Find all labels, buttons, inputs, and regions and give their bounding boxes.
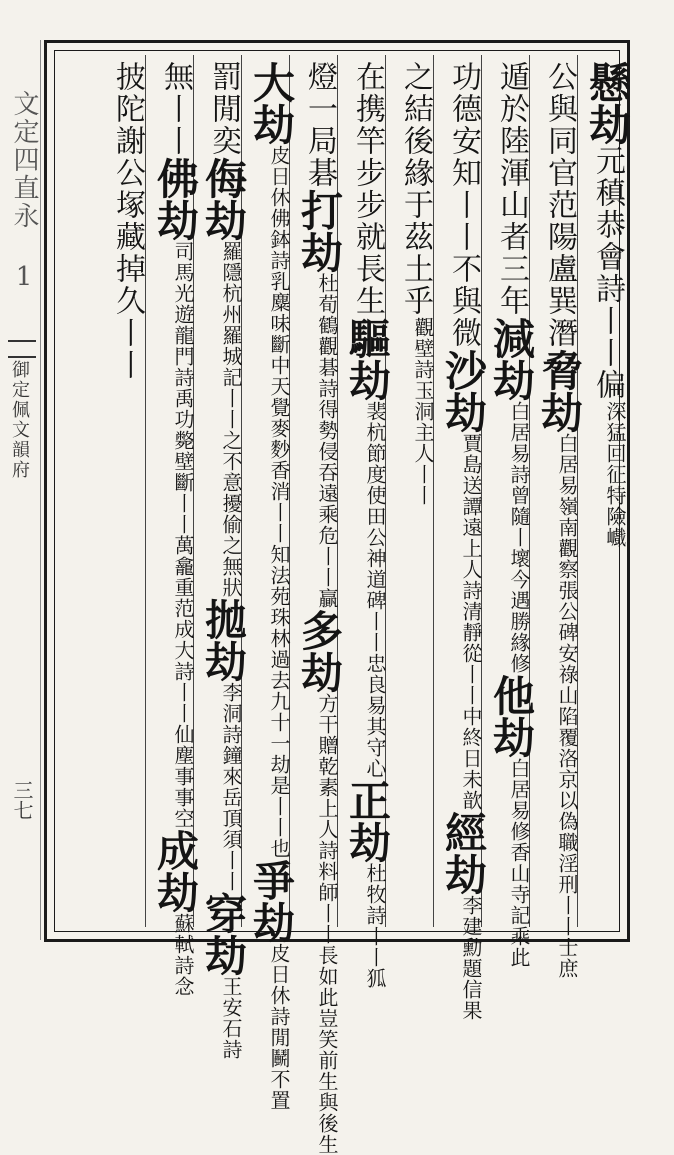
annotation-note: 蘇軾詩念 — [171, 913, 195, 997]
body-text: 披陀謝公塚 — [110, 61, 145, 221]
annotation-note: 裴杭節度使田公神道碑丨丨忠良易其守心 — [363, 401, 387, 779]
annotation-note: 皮日休詩閒鬭不置 — [267, 943, 291, 1111]
text-column-11 — [97, 61, 157, 931]
spine-book-title: 御定佩文韻府 — [9, 360, 30, 480]
entry-headword: 脅劫 — [535, 349, 584, 433]
spine-page-number: 三七 — [10, 780, 34, 820]
annotation-note: 觀壁詩玉洞主人丨丨 — [411, 317, 435, 506]
entry-headword: 正劫 — [343, 779, 392, 863]
column-flow — [97, 61, 157, 931]
entry-headword: 經劫 — [439, 811, 488, 895]
page-frame — [44, 40, 632, 1155]
annotation-note: 王安石詩 — [219, 976, 243, 1060]
entry-headword: 侮劫 — [199, 157, 248, 241]
entry-headword: 穿劫 — [199, 892, 248, 976]
spine-title: 文定四直永 1 — [9, 90, 39, 294]
annotation-note: 皮日休佛鉢詩乳麋味斷中天覺麥麨香消丨丨知法苑珠林過去九十一劫是丨丨也 — [267, 145, 291, 859]
annotation-note: 羅隱杭州羅城記丨丨之不意擾偷之無狀 — [219, 241, 243, 598]
annotation-note: 白居易詩曾隨丨壞今遇勝緣修 — [507, 401, 531, 674]
body-text: 在携竿步步就長生 — [350, 61, 385, 317]
entry-headword: 他劫 — [487, 674, 536, 758]
body-text: 燈一局碁 — [302, 61, 337, 189]
entry-headword: 減劫 — [487, 317, 536, 401]
text-block — [54, 50, 632, 1155]
body-text: 罰閒奕 — [206, 61, 241, 157]
entry-headword: 多劫 — [295, 609, 344, 693]
entry-headword: 懸劫 — [583, 61, 632, 145]
annotation-note: 白居易嶺南觀察張公碑安祿山陷覆洛京以偽職淫刑丨丨士庶 — [555, 433, 579, 979]
entry-headword: 大劫 — [247, 61, 296, 145]
annotation-note: 深猛回征特險巇 — [603, 401, 627, 548]
body-text: 無丨丨 — [158, 61, 193, 157]
annotation-note: 方干贈乾素上人詩料師丨丨長如此豈笑前生與後生 — [315, 693, 339, 1155]
entry-headword: 驅劫 — [343, 317, 392, 401]
body-text: 功德安知丨丨不與微 — [446, 61, 481, 349]
annotation-note: 賈島送譚遠上人詩清靜從丨丨中終日未歆 — [459, 433, 483, 811]
book-spine-edge — [0, 40, 41, 940]
entry-headword: 爭劫 — [247, 859, 296, 943]
body-text: 藏掉久丨丨 — [110, 221, 145, 381]
body-text: 遁於陸渾山者三年 — [494, 61, 529, 317]
entry-headword: 佛劫 — [151, 157, 200, 241]
body-text: 公與同官范陽盧巽潛 — [542, 61, 577, 349]
annotation-note: 李洞詩鐘來岳頂須丨丨 — [219, 682, 243, 892]
body-text: 元稹恭會詩丨丨偏 — [590, 145, 625, 401]
annotation-note: 李建勳題信果 — [459, 895, 483, 1021]
fish-tail-mark — [8, 340, 36, 358]
entry-headword: 拋劫 — [199, 598, 248, 682]
annotation-note: 杜牧詩丨丨狐 — [363, 863, 387, 989]
annotation-note: 白居易修香山寺記乘此 — [507, 758, 531, 968]
annotation-note: 司馬光遊龍門詩禹功斃壁斷丨丨萬龕重范成大詩丨丨仙塵事事空 — [171, 241, 195, 829]
body-text: 之結後緣于茲土乎 — [398, 61, 433, 317]
annotation-note: 杜荀鶴觀碁詩得勢侵吞遠乘危丨丨贏 — [315, 273, 339, 609]
entry-headword: 成劫 — [151, 829, 200, 913]
entry-headword: 打劫 — [295, 189, 344, 273]
entry-headword: 沙劫 — [439, 349, 488, 433]
